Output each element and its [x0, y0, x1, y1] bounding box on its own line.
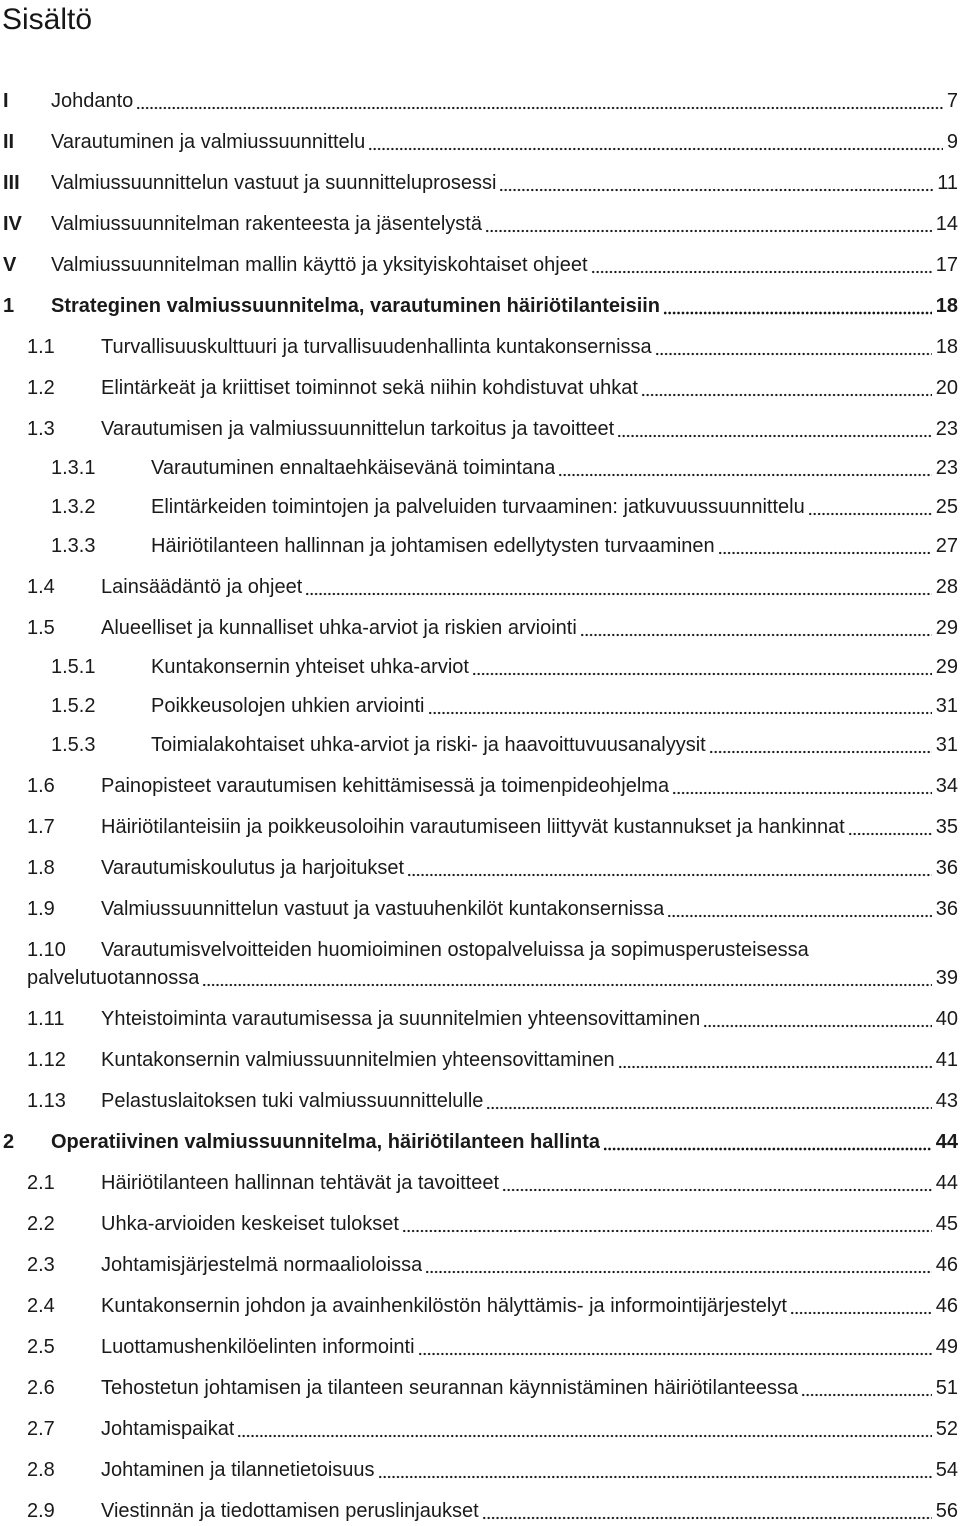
entry-page-number: 35 — [935, 816, 958, 838]
entry-page-number: 40 — [935, 1008, 958, 1030]
entry-title: Johtamisjärjestelmä normaalioloissa — [101, 1254, 423, 1276]
entry-page-number: 39 — [935, 967, 958, 989]
toc-entry-1-10[interactable] — [0, 937, 958, 964]
toc-entry-1-5[interactable] — [0, 615, 958, 642]
entry-number: 2.6 — [27, 1377, 55, 1399]
toc-entry-v[interactable] — [0, 252, 958, 279]
leader-dots — [305, 574, 931, 601]
entry-number: 2.1 — [27, 1172, 55, 1194]
entry-page-number: 54 — [935, 1459, 958, 1481]
leader-dots — [808, 494, 932, 521]
entry-page-number: 51 — [935, 1377, 958, 1399]
leader-dots — [378, 1457, 932, 1484]
leader-dots — [368, 129, 943, 156]
entry-number: 1.8 — [27, 857, 55, 879]
entry-title: Uhka-arvioiden keskeiset tulokset — [101, 1213, 399, 1235]
entry-title: Häiriötilanteisiin ja poikkeusoloihin varautumiseen liittyvät kustannukset ja hankinnat — [101, 816, 845, 838]
entry-number: I — [3, 90, 9, 112]
entry-number: 1.12 — [27, 1049, 66, 1071]
toc-entry-1-1[interactable] — [0, 334, 958, 361]
entry-title: Luottamushenkilöelinten informointi — [101, 1336, 415, 1358]
entry-number: 1.3 — [27, 418, 55, 440]
leader-dots — [499, 170, 933, 197]
entry-title: Alueelliset ja kunnalliset uhka-arviot ja riskien arviointi — [101, 617, 577, 639]
leader-dots — [558, 455, 931, 482]
entry-number: II — [3, 131, 15, 153]
toc-entry-1[interactable] — [0, 293, 958, 320]
leader-dots — [486, 1088, 931, 1115]
entry-page-number: 56 — [935, 1500, 958, 1522]
toc-entry-1-3[interactable] — [0, 416, 958, 443]
entry-number: 1.4 — [27, 576, 55, 598]
leader-dots — [237, 1416, 931, 1443]
entry-page-number: 43 — [935, 1090, 958, 1112]
toc-entry-2-3[interactable] — [0, 1252, 958, 1279]
toc-entry-1-7[interactable] — [0, 814, 958, 841]
entry-title: Valmiussuunnitelman rakenteesta ja jäsentelystä — [51, 213, 482, 235]
toc-entry-2-2[interactable] — [0, 1211, 958, 1238]
leader-dots — [402, 1211, 932, 1238]
entry-page-number: 31 — [935, 695, 958, 717]
entry-page-number: 7 — [946, 90, 958, 112]
leader-dots — [418, 1334, 932, 1361]
entry-number: 1.6 — [27, 775, 55, 797]
entry-number: 2.4 — [27, 1295, 55, 1317]
toc-entry-1-4[interactable] — [0, 574, 958, 601]
toc-entry-2[interactable] — [0, 1129, 958, 1156]
entry-page-number: 36 — [935, 898, 958, 920]
leader-dots — [482, 1498, 932, 1525]
entry-page-number: 45 — [935, 1213, 958, 1235]
entry-number: 1.10 — [27, 939, 66, 961]
entry-number: 1.3.3 — [51, 535, 96, 557]
toc-entry-1-8[interactable] — [0, 855, 958, 882]
entry-title: Pelastuslaitoksen tuki valmiussuunnittelulle — [101, 1090, 484, 1112]
leader-dots — [801, 1375, 932, 1402]
entry-number: 1.5.1 — [51, 656, 96, 678]
entry-title: Turvallisuuskulttuuri ja turvallisuudenhallinta kuntakonsernissa — [101, 336, 652, 358]
entry-title: Strateginen valmiussuunnitelma, varautuminen häiriötilanteisiin — [51, 295, 661, 317]
entry-title: Tehostetun johtamisen ja tilanteen seurannan käynnistäminen häiriötilanteessa — [101, 1377, 799, 1399]
entry-title: Varautumisen ja valmiussuunnittelun tarkoitus ja tavoitteet — [101, 418, 615, 440]
entry-page-number: 36 — [935, 857, 958, 879]
toc-entry-1-5-1[interactable] — [0, 654, 958, 681]
entry-number: 2 — [3, 1131, 15, 1153]
toc-entry-1-2[interactable] — [0, 375, 958, 402]
entry-page-number: 29 — [935, 656, 958, 678]
entry-page-number: 27 — [935, 535, 958, 557]
entry-title: Häiriötilanteen hallinnan ja johtamisen edellytysten turvaaminen — [151, 535, 715, 557]
entry-title: Varautuminen ja valmiussuunnittelu — [51, 131, 366, 153]
entry-page-number: 11 — [937, 172, 958, 194]
leader-dots — [202, 965, 931, 992]
leader-dots — [641, 375, 932, 402]
entry-title: Varautumisvelvoitteiden huomioiminen ostopalveluissa ja sopimusperusteisessa — [101, 939, 809, 961]
toc-entry-1-3-1[interactable] — [0, 455, 958, 482]
entry-page-number: 9 — [946, 131, 958, 153]
table-of-contents — [0, 74, 958, 1525]
toc-entry-1-11[interactable] — [0, 1006, 958, 1033]
leader-dots — [603, 1129, 932, 1156]
toc-entry-1-3-2[interactable] — [0, 494, 958, 521]
entry-number: V — [3, 254, 17, 276]
entry-page-number: 31 — [935, 734, 958, 756]
toc-entry-1-10-continued[interactable] — [0, 965, 958, 992]
entry-page-number: 41 — [935, 1049, 958, 1071]
entry-page-number: 49 — [935, 1336, 958, 1358]
leader-dots — [428, 693, 932, 720]
entry-title: Kuntakonsernin valmiussuunnitelmien yhteensovittaminen — [101, 1049, 615, 1071]
entry-page-number: 28 — [935, 576, 958, 598]
leader-dots — [703, 1006, 932, 1033]
leader-dots — [709, 732, 932, 759]
entry-title: Elintärkeiden toimintojen ja palveluiden turvaaminen: jatkuvuussuunnittelu — [151, 496, 805, 518]
entry-title: Varautumiskoulutus ja harjoitukset — [101, 857, 405, 879]
toc-entry-1-3-3[interactable] — [0, 533, 958, 560]
leader-dots — [425, 1252, 932, 1279]
leader-dots — [718, 533, 932, 560]
toc-entry-1-6[interactable] — [0, 773, 958, 800]
toc-entry-2-9[interactable] — [0, 1498, 958, 1525]
leader-dots — [848, 814, 932, 841]
leader-dots — [136, 88, 943, 115]
leader-dots — [790, 1293, 932, 1320]
toc-entry-1-5-3[interactable] — [0, 732, 958, 759]
entry-number: 2.3 — [27, 1254, 55, 1276]
entry-title: Viestinnän ja tiedottamisen peruslinjaukset — [101, 1500, 479, 1522]
toc-entry-2-5[interactable] — [0, 1334, 958, 1361]
page-title: Sisältö — [2, 3, 93, 36]
entry-number: 1.2 — [27, 377, 55, 399]
entry-title: Yhteistoiminta varautumisessa ja suunnitelmien yhteensovittaminen — [101, 1008, 701, 1030]
entry-page-number: 25 — [935, 496, 958, 518]
toc-entry-2-7[interactable] — [0, 1416, 958, 1443]
entry-title: Lainsäädäntö ja ohjeet — [101, 576, 303, 598]
leader-dots — [618, 1047, 932, 1074]
entry-page-number: 23 — [935, 418, 958, 440]
entry-page-number: 17 — [935, 254, 958, 276]
toc-entry-1-9[interactable] — [0, 896, 958, 923]
entry-page-number: 18 — [935, 295, 958, 317]
entry-title: Poikkeusolojen uhkien arviointi — [151, 695, 425, 717]
toc-entry-1-5-2[interactable] — [0, 693, 958, 720]
entry-number: IV — [3, 213, 22, 235]
entry-number: 1.11 — [27, 1008, 65, 1030]
toc-entry-2-6[interactable] — [0, 1375, 958, 1402]
entry-title: Johdanto — [51, 90, 134, 112]
toc-entry-ii[interactable] — [0, 129, 958, 156]
entry-title-continued: palvelutuotannossa — [27, 967, 200, 989]
entry-page-number: 46 — [935, 1295, 958, 1317]
entry-title: Kuntakonsernin johdon ja avainhenkilöstön hälyttämis- ja informointijärjestelyt — [101, 1295, 787, 1317]
entry-page-number: 44 — [935, 1131, 958, 1153]
toc-entry-iv[interactable] — [0, 211, 958, 238]
toc-entry-i[interactable] — [0, 88, 958, 115]
leader-dots — [580, 615, 932, 642]
entry-number: 1.5.2 — [51, 695, 96, 717]
leader-dots — [407, 855, 932, 882]
entry-title: Häiriötilanteen hallinnan tehtävät ja tavoitteet — [101, 1172, 500, 1194]
entry-page-number: 34 — [935, 775, 958, 797]
entry-number: 1.5 — [27, 617, 55, 639]
entry-number: 1.3.1 — [51, 457, 96, 479]
entry-page-number: 20 — [935, 377, 958, 399]
entry-number: 2.8 — [27, 1459, 55, 1481]
entry-number: 1.9 — [27, 898, 55, 920]
entry-number: 2.2 — [27, 1213, 55, 1235]
entry-number: 1.7 — [27, 816, 55, 838]
toc-entry-2-4[interactable] — [0, 1293, 958, 1320]
entry-page-number: 23 — [935, 457, 958, 479]
entry-number: 1.3.2 — [51, 496, 96, 518]
entry-page-number: 18 — [935, 336, 958, 358]
leader-dots — [472, 654, 932, 681]
entry-title: Elintärkeät ja kriittiset toiminnot sekä niihin kohdistuvat uhkat — [101, 377, 638, 399]
leader-dots — [485, 211, 932, 238]
entry-number: 1.13 — [27, 1090, 66, 1112]
entry-page-number: 46 — [935, 1254, 958, 1276]
entry-title: Valmiussuunnitelman mallin käyttö ja yksityiskohtaiset ohjeet — [51, 254, 588, 276]
leader-dots — [617, 416, 932, 443]
toc-entry-2-8[interactable] — [0, 1457, 958, 1484]
entry-title: Kuntakonsernin yhteiset uhka-arviot — [151, 656, 469, 678]
toc-entry-1-13[interactable] — [0, 1088, 958, 1115]
entry-title: Toimialakohtaiset uhka-arviot ja riski- ja haavoittuvuusanalyysit — [151, 734, 706, 756]
entry-number: 1.1 — [27, 336, 55, 358]
entry-number: 2.9 — [27, 1500, 55, 1522]
entry-number: 1 — [3, 295, 15, 317]
entry-title: Valmiussuunnittelun vastuut ja suunnitteluprosessi — [51, 172, 497, 194]
entry-title: Varautuminen ennaltaehkäisevänä toimintana — [151, 457, 556, 479]
entry-number: 1.5.3 — [51, 734, 96, 756]
entry-title: Valmiussuunnittelun vastuut ja vastuuhenkilöt kuntakonsernissa — [101, 898, 665, 920]
toc-entry-2-1[interactable] — [0, 1170, 958, 1197]
leader-dots — [591, 252, 932, 279]
leader-dots — [663, 293, 932, 320]
toc-entry-1-12[interactable] — [0, 1047, 958, 1074]
entry-page-number: 29 — [935, 617, 958, 639]
leader-dots — [672, 773, 932, 800]
leader-dots — [655, 334, 932, 361]
entry-number: 2.5 — [27, 1336, 55, 1358]
entry-number: 2.7 — [27, 1418, 55, 1440]
toc-entry-iii[interactable] — [0, 170, 958, 197]
entry-title: Johtamispaikat — [101, 1418, 235, 1440]
entry-title: Operatiivinen valmiussuunnitelma, häiriötilanteen hallinta — [51, 1131, 601, 1153]
entry-page-number: 14 — [935, 213, 958, 235]
entry-title: Painopisteet varautumisen kehittämisessä ja toimenpideohjelma — [101, 775, 670, 797]
entry-number: III — [3, 172, 20, 194]
entry-page-number: 44 — [935, 1172, 958, 1194]
leader-dots — [667, 896, 931, 923]
entry-page-number: 52 — [935, 1418, 958, 1440]
entry-title: Johtaminen ja tilannetietoisuus — [101, 1459, 375, 1481]
leader-dots — [502, 1170, 932, 1197]
